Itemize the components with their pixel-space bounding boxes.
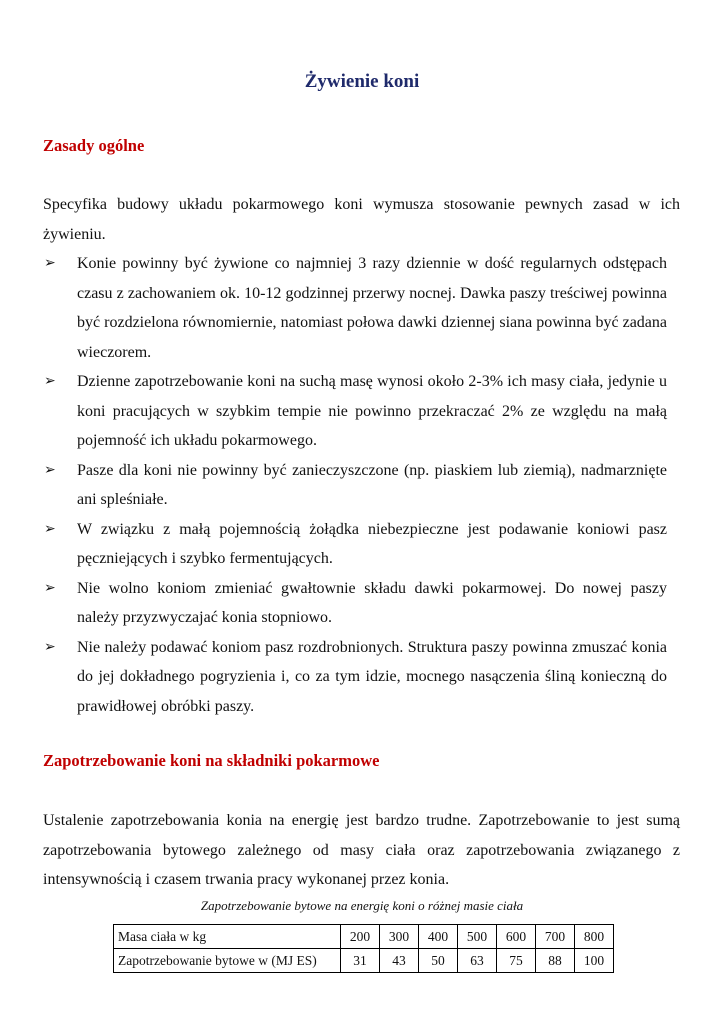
- section-heading-general: Zasady ogólne: [43, 136, 145, 155]
- energy-paragraph: Ustalenie zapotrzebowania konia na energię jest bardzo trudne. Zapotrzebowanie to jest sumą zapotrzebowania bytowego zależnego od masy ciała oraz zapotrzebowania związanego z intensywnością i czasem trwania pracy wykonanej przez konia.: [43, 812, 680, 888]
- section-heading-nutrients: Zapotrzebowanie koni na składniki pokarmowe: [43, 751, 380, 770]
- table-cell: 63: [458, 949, 497, 973]
- table-cell: 100: [575, 949, 614, 973]
- arrow-bullet-icon: ➢: [44, 580, 56, 596]
- list-item-text: W związku z małą pojemnością żołądka niebezpieczne jest podawanie koniowi pasz pęczniejących i szybko fermentujących.: [77, 520, 667, 567]
- table-row: [114, 949, 614, 973]
- arrow-bullet-icon: ➢: [44, 521, 56, 537]
- table-cell: 50: [419, 949, 458, 973]
- table-cell: 43: [380, 949, 419, 973]
- list-item: [43, 367, 667, 456]
- page-title: Żywienie koni: [304, 71, 420, 92]
- table-caption: Zapotrzebowanie bytowe na energię koni o różnej masie ciała: [200, 898, 524, 913]
- list-item: [43, 633, 667, 722]
- table-cell: 31: [341, 949, 380, 973]
- list-item-text: Nie wolno koniom zmieniać gwałtownie składu dawki pokarmowej. Do nowej paszy należy przyzwyczajać konia stopniowo.: [77, 579, 667, 626]
- row-label: Masa ciała w kg: [114, 925, 341, 949]
- list-item-text: Konie powinny być żywione co najmniej 3 razy dziennie w dość regularnych odstępach czasu z zachowaniem ok. 10-12 godzinnej przerwy nocnej. Dawka paszy treściwej powinna być rozdzielona równomiernie, natomiast połowa dawki dziennej siana powinna być zadana wieczorem.: [77, 255, 667, 361]
- table-cell: 800: [575, 925, 614, 949]
- table-cell: 75: [497, 949, 536, 973]
- table-cell: 500: [458, 925, 497, 949]
- table-cell: 700: [536, 925, 575, 949]
- list-item-text: Dzienne zapotrzebowanie koni na suchą masę wynosi około 2-3% ich masy ciała, jedynie u koni pracujących w szybkim tempie nie powinno przekraczać 2% ze względu na małą pojemność ich układu pokarmowego.: [77, 373, 667, 449]
- table-cell: 88: [536, 949, 575, 973]
- rules-list: [43, 249, 667, 721]
- table-cell: 200: [341, 925, 380, 949]
- arrow-bullet-icon: ➢: [44, 462, 56, 478]
- table-row: [114, 925, 614, 949]
- table-cell: 600: [497, 925, 536, 949]
- arrow-bullet-icon: ➢: [44, 256, 56, 271]
- list-item: [43, 456, 667, 515]
- list-item-text: Pasze dla koni nie powinny być zanieczyszczone (np. piaskiem lub ziemią), nadmarznięte ani spleśniałe.: [77, 461, 667, 508]
- row-label: Zapotrzebowanie bytowe w (MJ ES): [114, 949, 341, 973]
- list-item: [43, 515, 667, 574]
- list-item-text: Nie należy podawać koniom pasz rozdrobnionych. Struktura paszy powinna zmuszać konia do jej dokładnego pogryzienia i, co za tym idzie, mocnego nasączenia śliną konieczną do prawidłowej obróbki paszy.: [77, 638, 667, 715]
- arrow-bullet-icon: ➢: [44, 639, 56, 655]
- list-item: [43, 574, 667, 633]
- arrow-bullet-icon: ➢: [44, 374, 56, 389]
- energy-requirement-table: [113, 924, 614, 973]
- table-cell: 400: [419, 925, 458, 949]
- list-item: [43, 249, 667, 367]
- intro-paragraph: Specyfika budowy układu pokarmowego koni wymusza stosowanie pewnych zasad w ich żywieniu.: [43, 196, 680, 243]
- table-cell: 300: [380, 925, 419, 949]
